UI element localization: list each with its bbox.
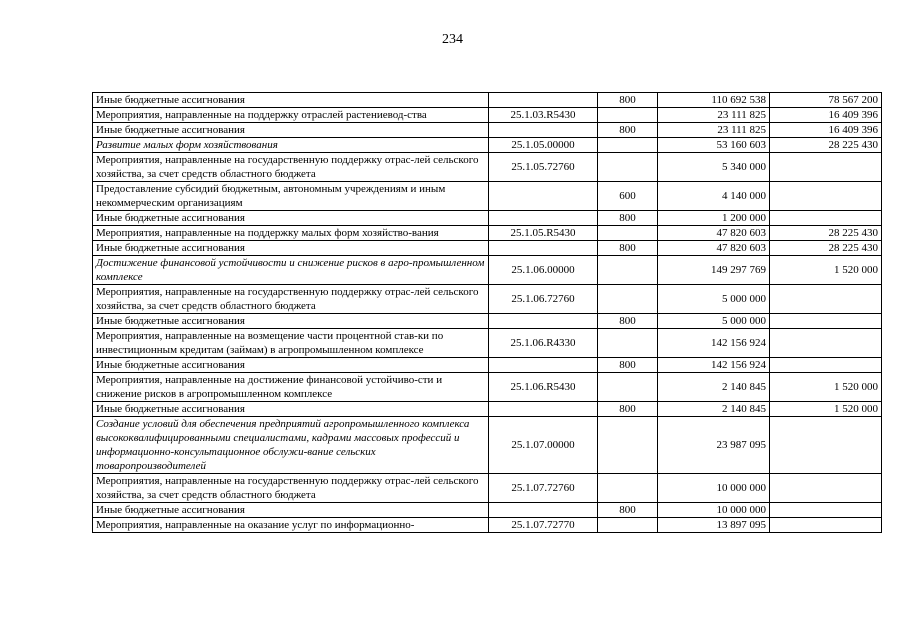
row-code-cell — [489, 241, 598, 256]
row-amount-2-cell: 28 225 430 — [770, 226, 882, 241]
table-row — [93, 373, 882, 402]
row-amount-1-cell: 4 140 000 — [658, 182, 770, 211]
row-name-cell: Мероприятия, направленные на поддержку малых форм хозяйство-вания — [93, 226, 489, 241]
table-row — [93, 358, 882, 373]
table-row — [93, 226, 882, 241]
row-amount-2-cell: 28 225 430 — [770, 241, 882, 256]
row-name-cell: Иные бюджетные ассигнования — [93, 241, 489, 256]
row-amount-2-cell — [770, 329, 882, 358]
row-name-cell: Предоставление субсидий бюджетным, автономным учреждениям и иным некоммерческим организациям — [93, 182, 489, 211]
row-name-cell: Мероприятия, направленные на поддержку отраслей растениевод-ства — [93, 108, 489, 123]
table-row — [93, 256, 882, 285]
row-name-cell: Мероприятия, направленные на государственную поддержку отрас-лей сельского хозяйства, за счет средств областного бюджета — [93, 474, 489, 503]
row-amount-2-cell — [770, 518, 882, 533]
row-code-cell — [489, 503, 598, 518]
table-row — [93, 518, 882, 533]
row-expense-type-cell — [598, 226, 658, 241]
row-code-cell: 25.1.07.00000 — [489, 417, 598, 474]
row-amount-2-cell — [770, 211, 882, 226]
row-amount-1-cell: 23 987 095 — [658, 417, 770, 474]
row-expense-type-cell — [598, 518, 658, 533]
row-amount-1-cell: 47 820 603 — [658, 241, 770, 256]
table-row — [93, 474, 882, 503]
row-name-cell: Иные бюджетные ассигнования — [93, 503, 489, 518]
row-name-cell: Иные бюджетные ассигнования — [93, 211, 489, 226]
table-row — [93, 285, 882, 314]
row-amount-1-cell: 5 000 000 — [658, 314, 770, 329]
table-row — [93, 108, 882, 123]
row-amount-1-cell: 13 897 095 — [658, 518, 770, 533]
row-code-cell — [489, 93, 598, 108]
row-amount-2-cell — [770, 474, 882, 503]
row-amount-1-cell: 23 111 825 — [658, 108, 770, 123]
row-expense-type-cell: 800 — [598, 358, 658, 373]
row-amount-2-cell — [770, 503, 882, 518]
row-amount-2-cell: 16 409 396 — [770, 123, 882, 138]
row-name-cell: Иные бюджетные ассигнования — [93, 314, 489, 329]
row-amount-1-cell: 5 000 000 — [658, 285, 770, 314]
row-expense-type-cell — [598, 329, 658, 358]
row-code-cell: 25.1.05.72760 — [489, 153, 598, 182]
row-amount-2-cell — [770, 182, 882, 211]
row-code-cell — [489, 314, 598, 329]
row-amount-1-cell: 10 000 000 — [658, 474, 770, 503]
table-row — [93, 211, 882, 226]
table-row — [93, 93, 882, 108]
row-amount-2-cell: 28 225 430 — [770, 138, 882, 153]
row-amount-2-cell: 1 520 000 — [770, 402, 882, 417]
row-amount-1-cell: 2 140 845 — [658, 402, 770, 417]
row-name-cell: Иные бюджетные ассигнования — [93, 402, 489, 417]
row-amount-2-cell — [770, 285, 882, 314]
row-expense-type-cell: 800 — [598, 211, 658, 226]
row-code-cell — [489, 123, 598, 138]
row-amount-1-cell: 110 692 538 — [658, 93, 770, 108]
row-name-cell: Иные бюджетные ассигнования — [93, 123, 489, 138]
row-name-cell: Мероприятия, направленные на государственную поддержку отрас-лей сельского хозяйства, за счет средств областного бюджета — [93, 153, 489, 182]
row-name-cell: Достижение финансовой устойчивости и снижение рисков в агро-промышленном комплексе — [93, 256, 489, 285]
row-expense-type-cell: 800 — [598, 123, 658, 138]
row-expense-type-cell — [598, 373, 658, 402]
table-row — [93, 314, 882, 329]
row-name-cell: Развитие малых форм хозяйствования — [93, 138, 489, 153]
row-code-cell: 25.1.06.R5430 — [489, 373, 598, 402]
row-code-cell: 25.1.06.00000 — [489, 256, 598, 285]
row-amount-2-cell: 1 520 000 — [770, 373, 882, 402]
table-row — [93, 138, 882, 153]
row-name-cell: Иные бюджетные ассигнования — [93, 93, 489, 108]
table-row — [93, 417, 882, 474]
row-code-cell: 25.1.03.R5430 — [489, 108, 598, 123]
row-code-cell: 25.1.06.72760 — [489, 285, 598, 314]
row-name-cell: Мероприятия, направленные на достижение финансовой устойчиво-сти и снижение рисков в агропромышленном комплексе — [93, 373, 489, 402]
row-expense-type-cell: 800 — [598, 503, 658, 518]
row-expense-type-cell: 800 — [598, 314, 658, 329]
row-amount-1-cell: 5 340 000 — [658, 153, 770, 182]
row-amount-1-cell: 2 140 845 — [658, 373, 770, 402]
row-amount-1-cell: 23 111 825 — [658, 123, 770, 138]
row-amount-2-cell: 16 409 396 — [770, 108, 882, 123]
row-expense-type-cell: 800 — [598, 241, 658, 256]
row-name-cell: Мероприятия, направленные на возмещение части процентной став-ки по инвестиционным кредитам (займам) в агропромышленном комплексе — [93, 329, 489, 358]
row-expense-type-cell — [598, 417, 658, 474]
row-code-cell: 25.1.07.72760 — [489, 474, 598, 503]
row-code-cell — [489, 402, 598, 417]
row-amount-1-cell: 149 297 769 — [658, 256, 770, 285]
row-expense-type-cell: 800 — [598, 402, 658, 417]
row-expense-type-cell — [598, 153, 658, 182]
row-expense-type-cell — [598, 474, 658, 503]
row-name-cell: Создание условий для обеспечения предприятий агропромышленного комплекса высококвалифицированными специалистами, кадрами массовых профессий и информационно-консультационное обслужи-вание сельских товаропроизводителей — [93, 417, 489, 474]
row-code-cell — [489, 358, 598, 373]
row-amount-2-cell: 78 567 200 — [770, 93, 882, 108]
row-code-cell: 25.1.05.00000 — [489, 138, 598, 153]
budget-table — [92, 92, 882, 533]
row-expense-type-cell — [598, 285, 658, 314]
row-name-cell: Мероприятия, направленные на оказание услуг по информационно- — [93, 518, 489, 533]
table-row — [93, 329, 882, 358]
row-code-cell — [489, 182, 598, 211]
budget-table-body — [93, 93, 882, 533]
row-name-cell: Мероприятия, направленные на государственную поддержку отрас-лей сельского хозяйства, за счет средств областного бюджета — [93, 285, 489, 314]
row-amount-1-cell: 1 200 000 — [658, 211, 770, 226]
row-amount-1-cell: 142 156 924 — [658, 358, 770, 373]
row-amount-2-cell — [770, 314, 882, 329]
table-row — [93, 182, 882, 211]
row-amount-2-cell — [770, 153, 882, 182]
table-row — [93, 402, 882, 417]
row-expense-type-cell — [598, 256, 658, 285]
table-row — [93, 503, 882, 518]
row-amount-1-cell: 10 000 000 — [658, 503, 770, 518]
row-amount-1-cell: 53 160 603 — [658, 138, 770, 153]
row-amount-2-cell: 1 520 000 — [770, 256, 882, 285]
row-name-cell: Иные бюджетные ассигнования — [93, 358, 489, 373]
row-amount-2-cell — [770, 358, 882, 373]
page-number: 234 — [442, 32, 463, 47]
table-row — [93, 153, 882, 182]
row-amount-1-cell: 47 820 603 — [658, 226, 770, 241]
table-row — [93, 123, 882, 138]
row-code-cell: 25.1.06.R4330 — [489, 329, 598, 358]
row-expense-type-cell — [598, 138, 658, 153]
row-expense-type-cell: 800 — [598, 93, 658, 108]
row-amount-1-cell: 142 156 924 — [658, 329, 770, 358]
row-amount-2-cell — [770, 417, 882, 474]
row-expense-type-cell — [598, 108, 658, 123]
row-expense-type-cell: 600 — [598, 182, 658, 211]
row-code-cell — [489, 211, 598, 226]
row-code-cell: 25.1.05.R5430 — [489, 226, 598, 241]
table-row — [93, 241, 882, 256]
row-code-cell: 25.1.07.72770 — [489, 518, 598, 533]
